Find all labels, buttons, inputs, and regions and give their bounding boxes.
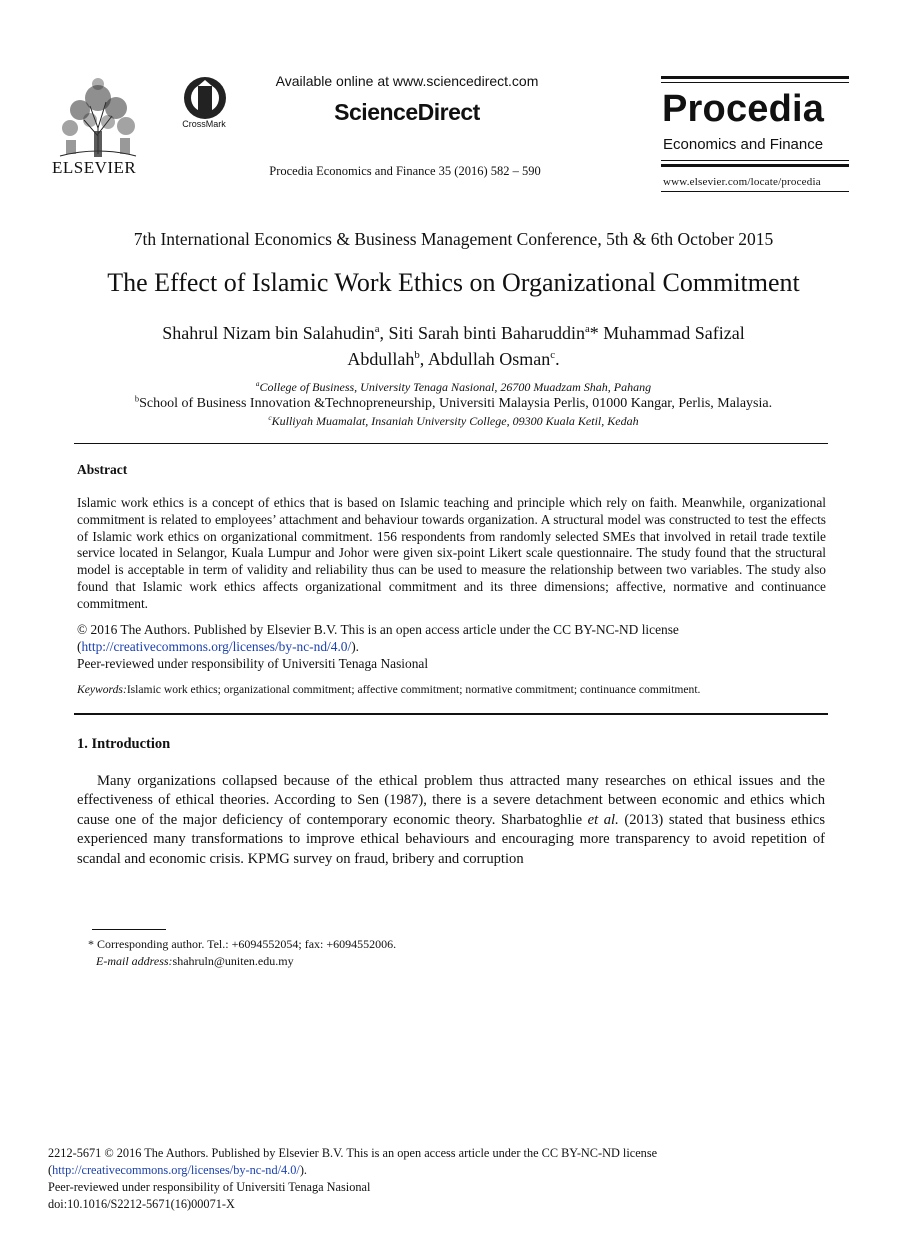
affiliation-text: School of Business Innovation &Technopreneurship, Universiti Malaysia Perlis, 01000 Kangar, Perlis, Malaysia.	[139, 396, 773, 411]
procedia-subtitle: Economics and Finance	[663, 136, 824, 153]
intro-etal: et al.	[587, 811, 619, 828]
copyright-notice	[77, 621, 826, 672]
copyright-line: © 2016 The Authors. Published by Elsevier B.V. This is an open access article under the CC BY-NC-ND license	[77, 622, 679, 637]
affiliation-a	[40, 380, 867, 395]
footnote-rule	[92, 929, 166, 930]
footer-peer-review: Peer-reviewed under responsibility of Universiti Tenaga Nasional	[48, 1180, 371, 1194]
abstract-heading: Abstract	[77, 462, 128, 477]
introduction-paragraph	[77, 772, 825, 869]
email-note	[96, 954, 294, 969]
procedia-rule	[661, 76, 849, 79]
paren-open: (	[48, 1163, 53, 1177]
journal-citation: Procedia Economics and Finance 35 (2016) 582 – 590	[269, 164, 541, 178]
keywords	[77, 683, 826, 696]
author-affiliation-mark: a	[374, 323, 380, 335]
paren-open: (	[77, 639, 82, 654]
footer-doi[interactable]: doi:10.1016/S2212-5671(16)00071-X	[48, 1197, 235, 1211]
affiliation-text: Kulliyah Muamalat, Insaniah University College, 09300 Kuala Ketil, Kedah	[271, 414, 639, 428]
crossmark-label: CrossMark	[182, 119, 226, 129]
procedia-rule	[661, 164, 849, 167]
affiliation-b	[40, 396, 867, 412]
section-divider	[74, 713, 828, 715]
email-label: E-mail address:	[96, 954, 173, 968]
affiliation-mark: b	[134, 394, 140, 404]
license-link[interactable]: http://creativecommons.org/licenses/by-nc-nd/4.0/	[81, 639, 352, 654]
paren-close: ).	[299, 1163, 307, 1177]
paren-close: ).	[351, 639, 360, 654]
procedia-wordmark: Procedia	[662, 88, 825, 130]
affiliation-text: College of Business, University Tenaga Nasional, 26700 Muadzam Shah, Pahang	[259, 380, 652, 394]
conference-line: 7th International Economics & Business Management Conference, 5th & 6th October 2015	[133, 229, 774, 249]
affiliation-c	[40, 414, 867, 429]
available-online-text[interactable]: Available online at www.sciencedirect.com	[275, 73, 539, 89]
procedia-rule	[661, 82, 849, 83]
keywords-list: Islamic work ethics; organizational commitment; affective commitment; normative commitment; continuance commitment.	[126, 683, 701, 696]
author-affiliation-mark: b	[414, 349, 420, 361]
page-footer	[48, 1145, 808, 1213]
affiliation-mark: a	[255, 380, 260, 388]
intro-text: Many organizations collapsed because of the ethical problem thus attracted many researches on ethical issues and the effectiveness of ethical theories. According to Sen (1987), there is a severe detachment between economic and ethics which cause one of the major deficiency of contemporary economic theory. Sharbatoghlie	[77, 773, 825, 828]
introduction-heading: 1. Introduction	[77, 736, 171, 752]
procedia-url[interactable]: www.elsevier.com/locate/procedia	[663, 176, 821, 188]
author-name: Abdullah	[347, 349, 415, 369]
footer-license-link[interactable]: http://creativecommons.org/licenses/by-nc-nd/4.0/	[52, 1163, 300, 1177]
author-separator: ,	[379, 323, 389, 343]
email-address[interactable]: shahruln@uniten.edu.my	[172, 954, 294, 968]
footer-license-line	[48, 1162, 808, 1179]
corresponding-author-note: * Corresponding author. Tel.: +6094552054; fax: +6094552006.	[88, 937, 397, 951]
peer-review-line: Peer-reviewed under responsibility of Universiti Tenaga Nasional	[77, 656, 429, 671]
procedia-rule	[661, 191, 849, 192]
sciencedirect-wordmark[interactable]: ScienceDirect	[334, 99, 480, 125]
procedia-rule	[661, 160, 849, 161]
license-line	[77, 638, 826, 655]
intro-text: (2013) stated that business ethics experienced many transformations to improve ethical behaviours and encouraging more transparency to avoid repetition of scandal and economic crisis. KPMG survey on fraud, bribery and corruption	[77, 811, 826, 867]
paper-title: The Effect of Islamic Work Ethics on Organizational Commitment	[107, 268, 800, 297]
abstract-body: Islamic work ethics is a concept of ethics that is based on Islamic teaching and principle which rely on faith. Meanwhile, organizational commitment is related to employees’ attachment and behaviour towards organization. A structural model was constructed to test the effects of Islamic work ethics on organizational commitment. 156 respondents from randomly selected SMEs that involved in retail trade textile service located in Selangor, Kuala Lumpur and Johor were given six-point Likert scale questionnaire. The study found that the structural model is acceptable in term of validity and reliability thus can be used to measure the relationship between two variables. The study also found that Islamic work ethics affects organizational commitment and its three dimensions; affective, normative and continuance commitment.	[77, 495, 826, 611]
author-affiliation-mark: c	[550, 349, 556, 361]
section-divider	[74, 443, 828, 444]
author-name: Abdullah Osman	[427, 349, 551, 369]
keywords-label: Keywords:	[77, 683, 127, 696]
author-separator: ,	[419, 349, 428, 369]
author-separator: * Muhammad Safizal	[589, 323, 745, 343]
author-affiliation-mark: a	[584, 323, 590, 335]
author-name: Shahrul Nizam bin Salahudin	[162, 323, 375, 343]
footer-issn-line: 2212-5671 © 2016 The Authors. Published by Elsevier B.V. This is an open access article under the CC BY-NC-ND license	[48, 1146, 658, 1160]
affiliation-mark: c	[268, 414, 272, 422]
author-name: Siti Sarah binti Baharuddin	[388, 323, 585, 343]
author-separator: .	[555, 349, 560, 369]
elsevier-wordmark: ELSEVIER	[52, 158, 137, 177]
author-list	[90, 320, 817, 372]
